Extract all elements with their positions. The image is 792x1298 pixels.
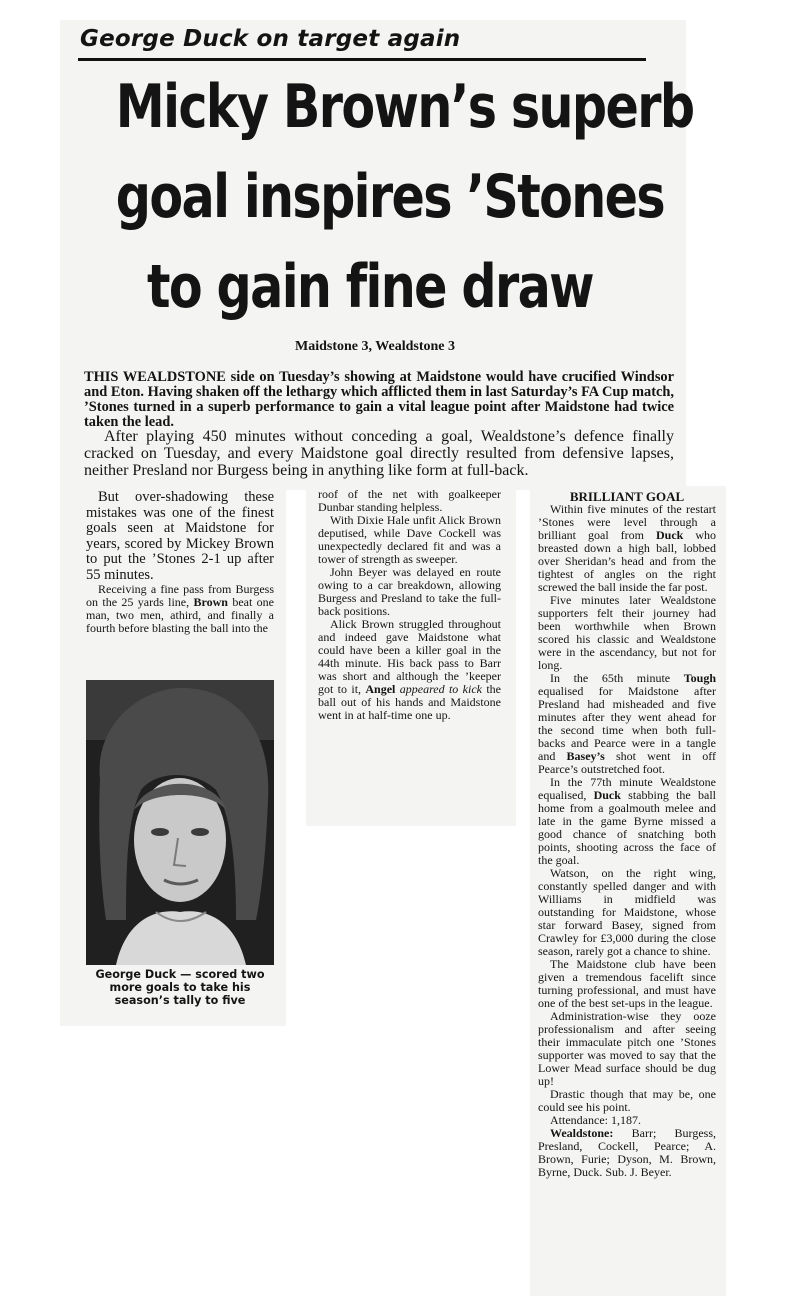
- paragraph: Watson, on the right wing, constantly spelled danger and with Williams in midfield was outstanding for Maidstone, whose star forward Basey, signed from Crawley for £3,000 during the close season, rarely got a chance to shine.: [538, 866, 716, 958]
- headline: [115, 62, 694, 332]
- paragraph: Administration-wise they ooze professionalism and after seeing their immaculate pitch one ’Stones supporter was moved to say that the Lower Mead surface should be dug up!: [538, 1009, 716, 1088]
- paragraph: [318, 618, 501, 722]
- paragraph: John Beyer was delayed en route owing to a car breakdown, allowing Burgess and Presland to take the full-back positions.: [318, 565, 501, 618]
- article-column-1: [86, 490, 274, 635]
- text-run: In the 77th minute Wealdstone equalised,: [538, 775, 716, 802]
- team-name: Wealdstone:: [550, 1126, 614, 1140]
- text-run: In the 65th minute: [550, 671, 684, 685]
- text-run: shot went in off Pearce’s outstretched foot.: [538, 749, 716, 776]
- headline-line-1: Micky Brown’s superb: [115, 72, 694, 142]
- score-line: Maidstone 3, Wealdstone 3: [295, 339, 455, 354]
- text-run: Within five minutes of the restart ’Stones were level through a brilliant goal from: [538, 502, 716, 542]
- player-portrait-image: [86, 680, 274, 965]
- paragraph: The Maidstone club have been given a tremendous facelift since turning professional, and must have one of the best set-ups in the league.: [538, 957, 716, 1010]
- article-column-2: [318, 488, 501, 722]
- intro-paragraph: After playing 450 minutes without conceding a goal, Wealdstone’s defence finally cracked on Tuesday, and every Maidstone goal directly resulted from defensive lapses, neither Presland nor Burgess being in anything like form at full-back.: [84, 428, 674, 479]
- player-name: Brown: [193, 595, 228, 609]
- paragraph: [538, 672, 716, 776]
- subheading: BRILLIANT GOAL: [569, 489, 685, 504]
- standfirst: THIS WEALDSTONE side on Tuesday’s showing at Maidstone would have crucified Windsor and Eton. Having shaken off the lethargy which afflicted them in last Saturday’s FA Cup match, ’Stones turned in a superb performance to gain a vital league point after Maidstone had twice taken the lead.: [84, 369, 674, 430]
- headline-line-3: to gain fine draw: [147, 252, 593, 322]
- attendance: Attendance: 1,187.: [550, 1113, 641, 1127]
- text-run: Alick Brown struggled throughout and indeed gave Maidstone what could have been a killer goal in the 44th minute. His back pass to Barr was short and although the ’keeper got to it,: [318, 617, 501, 696]
- paragraph: [86, 583, 274, 635]
- photo-caption: George Duck — scored two more goals to take his season’s tally to five: [95, 968, 265, 1007]
- kicker: George Duck on target again: [80, 26, 461, 52]
- paragraph: [538, 503, 716, 594]
- paragraph: With Dixie Hale unfit Alick Brown deputised, while Dave Cockell was unexpectedly declared fit and was a tower of strength as sweeper.: [318, 513, 501, 566]
- text-run: equalised for Maidstone after Presland had misheaded and five minutes after they went ahead for the second time when both full-backs and Pearce were in a tangle and: [538, 684, 716, 763]
- player-name: Angel: [365, 682, 396, 696]
- team-lineup: [538, 1127, 716, 1179]
- headline-line-2: goal inspires ’Stones: [115, 162, 665, 232]
- paragraph: Five minutes later Wealdstone supporters felt their journey had been worthwhile when Brown scored his classic and Wealdstone were in the ascendancy, but not for long.: [538, 593, 716, 672]
- player-name: Tough: [683, 671, 716, 685]
- paragraph: roof of the net with goalkeeper Dunbar standing helpless.: [318, 487, 501, 514]
- italic-text: appeared to kick: [395, 682, 482, 696]
- kicker-rule: [78, 58, 646, 61]
- paragraph: But over-shadowing these mistakes was one of the finest goals seen at Maidstone for years, scored by Mickey Brown to put the ’Stones 2-1 up after 55 minutes.: [86, 489, 274, 583]
- text-run: beat one man, two men, athird, and finally a fourth before blasting the ball into the: [86, 595, 275, 635]
- text-run: who breasted down a high ball, lobbed over Sheridan’s head and from the tightest of angles on the right screwed the ball inside the far post.: [538, 528, 716, 594]
- player-name: Duck: [593, 788, 621, 802]
- article-column-3: [538, 490, 716, 1179]
- player-name: Duck: [655, 528, 684, 542]
- paragraph: Drastic though that may be, one could see his point.: [538, 1087, 716, 1114]
- text-run: stabbing the ball home from a goalmouth melee and late in the game Byrne missed a good chance of snatching both points, shooting across the face of the goal.: [538, 788, 716, 867]
- lineup-list: Barr; Burgess, Presland, Cockell, Pearce; A. Brown, Furie; Dyson, M. Brown, Byrne, Duck. Sub. J. Beyer.: [538, 1126, 716, 1179]
- player-name: Basey’s: [566, 749, 605, 763]
- text-run: Receiving a fine pass from Burgess on the 25 yards line,: [86, 582, 274, 609]
- text-run: the ball out of his hands and Maidstone went in at half-time one up.: [318, 682, 501, 722]
- player-photo: [86, 680, 274, 965]
- paragraph: [538, 776, 716, 867]
